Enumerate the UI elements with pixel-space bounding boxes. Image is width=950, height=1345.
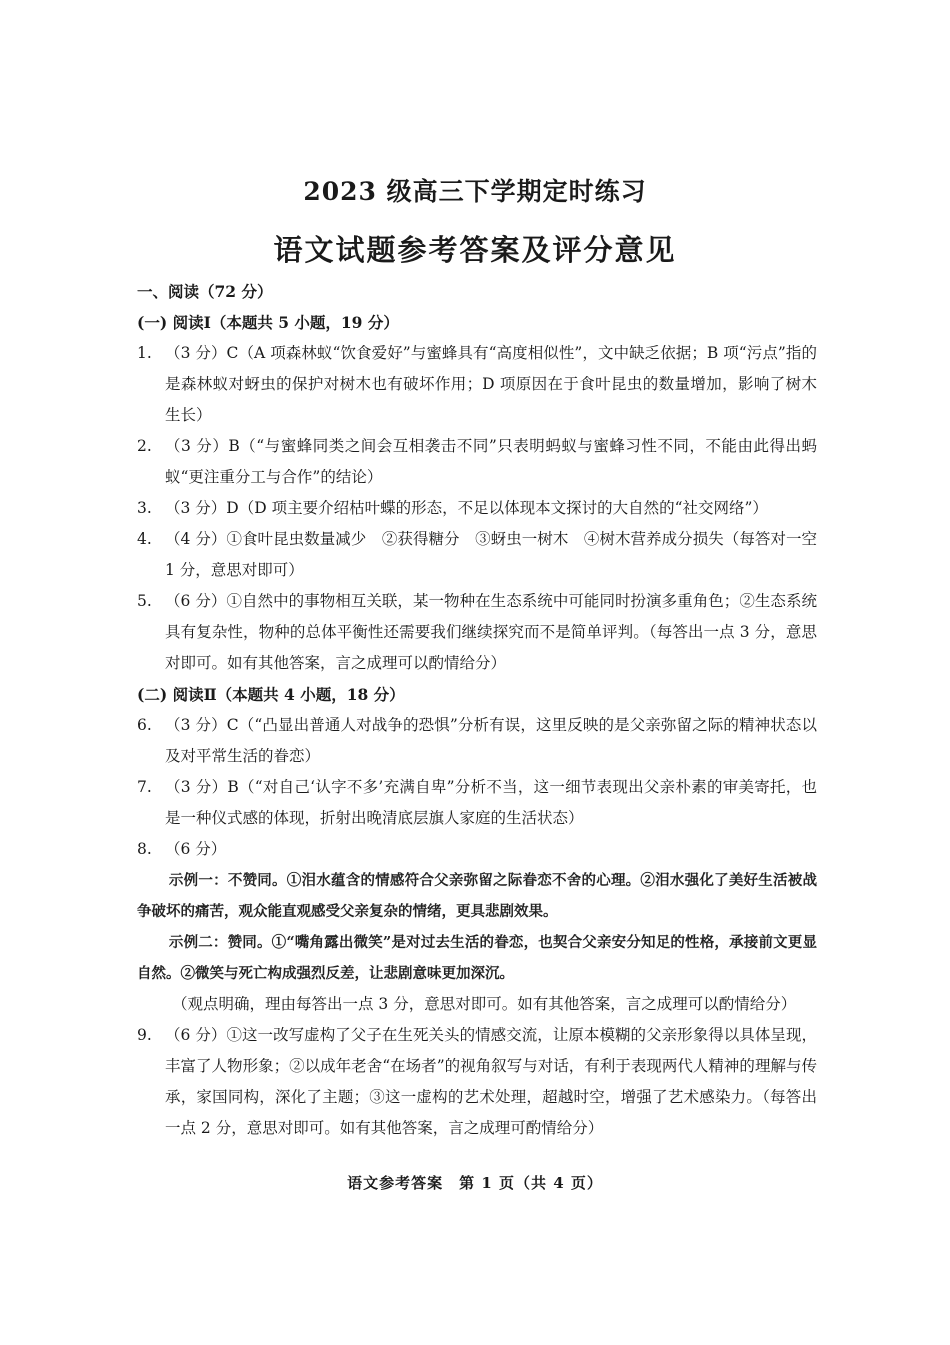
answer-item-3 xyxy=(137,493,817,524)
item-text: （3 分）B（“对自己‘认字不多’充满自卑”分析不当，这一细节表现出父亲朴素的审美寄托，也是一种仪式感的体现，折射出晚清底层旗人家庭的生活状态） xyxy=(165,778,817,827)
item-text: （3 分）C（“凸显出普通人对战争的恐惧”分析有误，这里反映的是父亲弥留之际的精神状态以及对平常生活的眷恋） xyxy=(165,716,817,765)
item-number: 3. xyxy=(137,499,152,517)
item-text: （6 分）①自然中的事物相互关联，某一物种在生态系统中可能同时扮演多重角色；②生态系统具有复杂性，物种的总体平衡性还需要我们继续探究而不是简单评判。（每答出一点 3 分，意思对即可。如有其他答案，言之成理可以酌情给分） xyxy=(165,592,817,672)
item-number: 9. xyxy=(137,1026,152,1044)
q8-example-2: 示例二：赞同。①“嘴角露出微笑”是对过去生活的眷恋，也契合父亲安分知足的性格，承接前文更显自然。②微笑与死亡构成强烈反差，让悲剧意味更加深沉。 xyxy=(137,934,817,982)
q8-scoring-note: （观点明确，理由每答出一点 3 分，意思对即可。如有其他答案，言之成理可以酌情给分） xyxy=(172,995,797,1013)
part-heading-1: (一) 阅读Ⅰ（本题共 5 小题，19 分） xyxy=(137,313,399,332)
answer-item-8 xyxy=(137,834,817,865)
answer-item-5 xyxy=(137,586,817,679)
page-footer: 语文参考答案 第 1 页（共 4 页） xyxy=(347,1174,603,1192)
item-text: （3 分）C（A 项森林蚁“饮食爱好”与蜜蜂具有“高度相似性”，文中缺乏依据；B 项“污点”指的是森林蚁对蚜虫的保护对树木也有破坏作用；D 项原因在于食叶昆虫的数量增加，影响了树木生长） xyxy=(165,344,817,424)
item-number: 2. xyxy=(137,437,152,455)
part-heading-2: (二) 阅读Ⅱ（本题共 4 小题，18 分） xyxy=(137,685,405,704)
exam-title: 2023 级高三下学期定时练习 xyxy=(303,177,647,206)
answer-content xyxy=(137,276,817,1144)
answer-item-6 xyxy=(137,710,817,772)
item-number: 4. xyxy=(137,530,152,548)
item-text: （3 分）B（“与蜜蜂同类之间会互相袭击不同”只表明蚂蚁与蜜蜂习性不同，不能由此得出蚂蚁“更注重分工与合作”的结论） xyxy=(165,437,817,486)
answer-item-2 xyxy=(137,431,817,493)
item-text: （6 分）①这一改写虚构了父子在生死关头的情感交流，让原本模糊的父亲形象得以具体呈现，丰富了人物形象；②以成年老舍“在场者”的视角叙写与对话，有利于表现两代人精神的理解与传承，家国同构，深化了主题；③这一虚构的艺术处理，超越时空，增强了艺术感染力。（每答出一点 2 分，意思对即可。如有其他答案，言之成理可酌情给分） xyxy=(165,1026,817,1137)
answer-item-1 xyxy=(137,338,817,431)
item-number: 5. xyxy=(137,592,152,610)
item-number: 1. xyxy=(137,344,152,362)
answer-item-4 xyxy=(137,524,817,586)
answer-item-9 xyxy=(137,1020,817,1144)
answer-key-title: 语文试题参考答案及评分意见 xyxy=(273,233,677,267)
q8-example-1: 示例一：不赞同。①泪水蕴含的情感符合父亲弥留之际眷恋不舍的心理。②泪水强化了美好生活被战争破坏的痛苦，观众能直观感受父亲复杂的情绪，更具悲剧效果。 xyxy=(137,872,817,920)
item-text: （3 分）D（D 项主要介绍枯叶蝶的形态，不足以体现本文探讨的大自然的“社交网络”） xyxy=(165,499,768,517)
item-number: 7. xyxy=(137,778,152,796)
item-number: 6. xyxy=(137,716,152,734)
item-number: 8. xyxy=(137,840,152,858)
answer-item-7 xyxy=(137,772,817,834)
item-text: （6 分） xyxy=(165,840,227,858)
section-heading: 一、阅读（72 分） xyxy=(137,282,273,301)
item-text: （4 分）①食叶昆虫数量减少 ②获得糖分 ③蚜虫一树木 ④树木营养成分损失（每答对一空 1 分，意思对即可） xyxy=(165,530,817,579)
